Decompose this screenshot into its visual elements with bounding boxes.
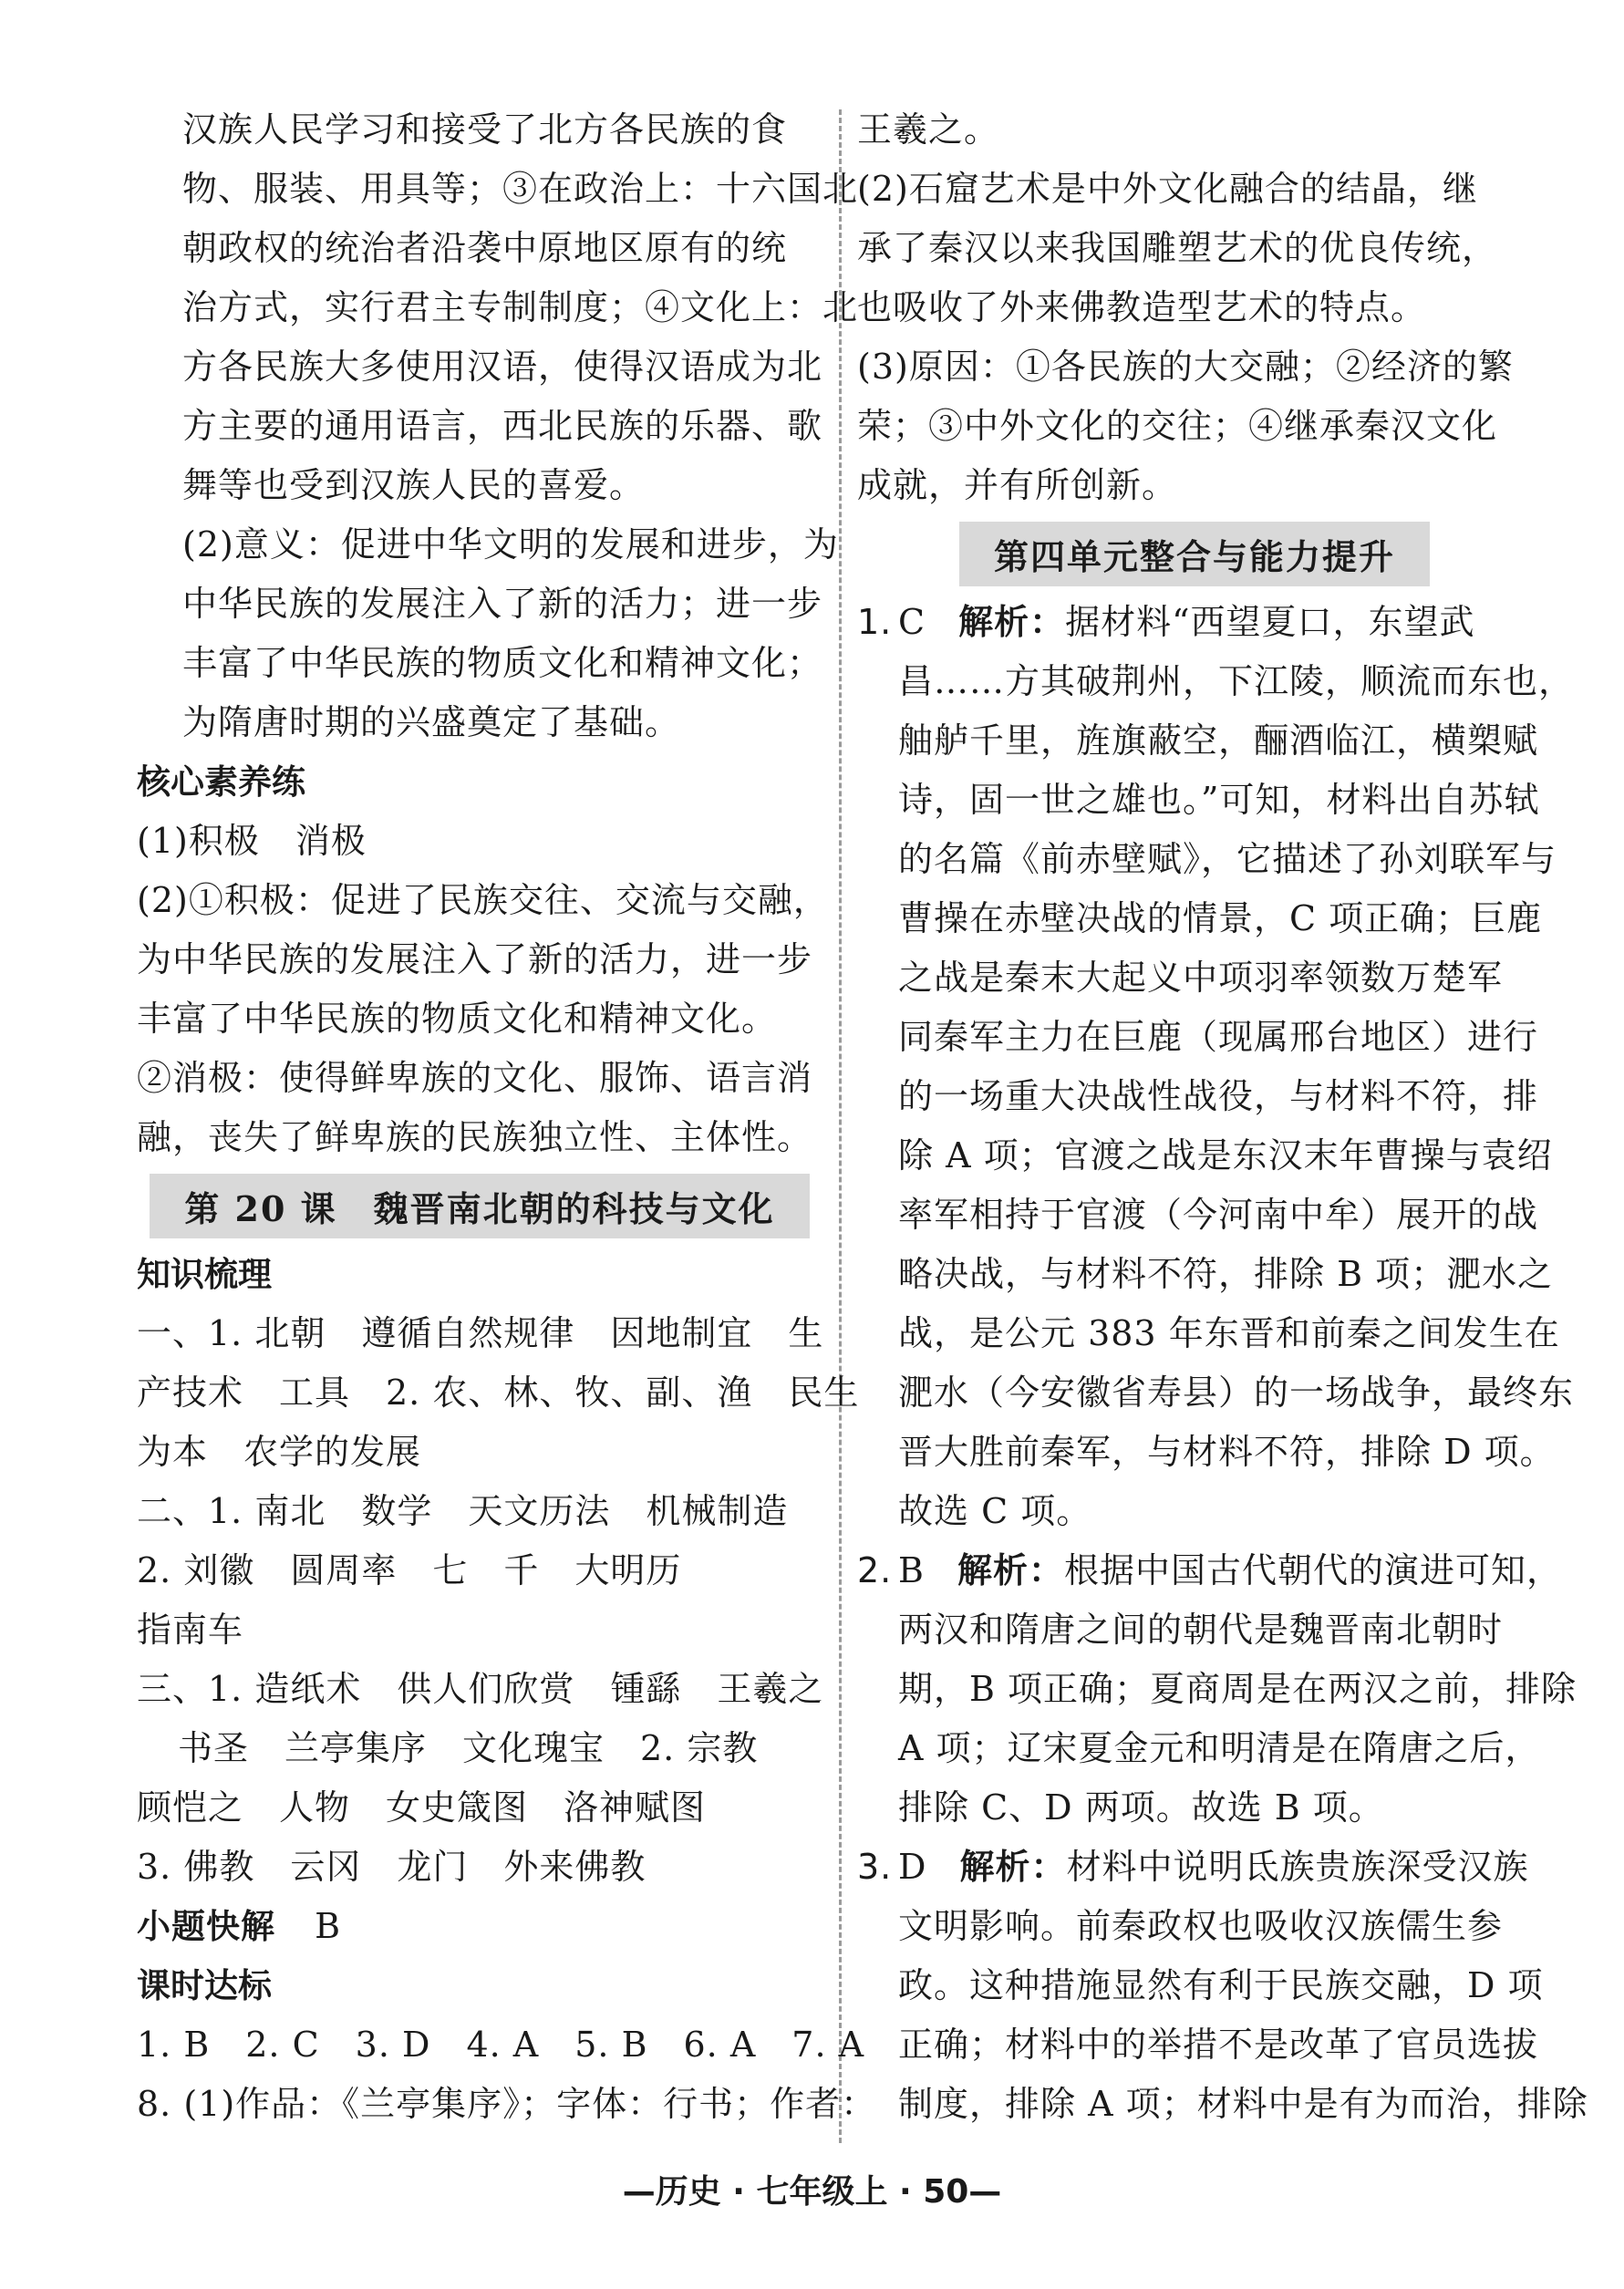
text-line: 三、1. 造纸术 供人们欣赏 锺繇 王羲之	[137, 1669, 824, 1709]
text-line: (2)①积极：促进了民族交往、交流与交融，	[137, 880, 829, 920]
text-line: 两汉和隋唐之间的朝代是魏晋南北朝时	[898, 1610, 1504, 1650]
text-line: 淝水（今安徽省寿县）的一场战争，最终东	[898, 1372, 1575, 1413]
text-line: 为本 农学的发展	[137, 1432, 422, 1472]
text-line: 为隋唐时期的兴盛奠定了基础。	[182, 702, 681, 742]
question-first-line	[857, 1541, 1562, 1600]
text-line: 3. 佛教 云冈 龙门 外来佛教	[137, 1847, 646, 1887]
text-line: 舞等也受到汉族人民的喜爱。	[182, 465, 646, 505]
page-footer: —历史 · 七年级上 · 50—	[622, 2173, 1002, 2211]
text-line: 制度，排除 A 项；材料中是有为而治，排除	[898, 2084, 1588, 2124]
question-number: 1.	[857, 602, 893, 642]
right-column	[857, 100, 1588, 2134]
text-line: 二、1. 南北 数学 天文历法 机械制造	[137, 1491, 789, 1531]
unit-title-banner	[857, 515, 1532, 593]
text-line: 战，是公元 383 年东晋和前秦之间发生在	[898, 1313, 1560, 1353]
text-line: 承了秦汉以来我国雕塑艺术的优良传统，	[857, 228, 1498, 268]
text-line: 2. 刘徽 圆周率 七 千 大明历	[137, 1550, 682, 1590]
text-line: 成就，并有所创新。	[857, 465, 1178, 505]
text-line: 中华民族的发展注入了新的活力；进一步	[182, 584, 823, 624]
text-line: 产技术 工具 2. 农、林、牧、副、渔 民生	[137, 1372, 860, 1413]
text-line: 曹操在赤壁决战的情景，C 项正确；巨鹿	[898, 898, 1543, 938]
text-line: A 项；辽宋夏金元和明清是在隋唐之后，	[898, 1728, 1541, 1768]
text-line: 王羲之。	[857, 109, 1000, 150]
column-divider	[839, 109, 842, 2143]
analysis-text: 材料中说明氐族贵族深受汉族	[1066, 1847, 1529, 1887]
paragraph-cultural-exchange	[137, 100, 859, 515]
lesson-title: 第 20 课 魏晋南北朝的科技与文化	[150, 1174, 809, 1238]
text-line: 昌……方其破荆州，下江陵，顺流而东也，	[898, 661, 1575, 701]
knowledge-review-answers	[137, 1304, 860, 1897]
text-line: 舳舻千里，旌旗蔽空，酾酒临江，横槊赋	[898, 720, 1539, 761]
class-target-answers: 1. B 2. C 3. D 4. A 5. B 6. A 7. A	[137, 2025, 865, 2065]
left-column	[137, 100, 877, 2134]
analysis-text: 据材料“西望夏口，东望武	[1065, 602, 1475, 642]
core-literacy-answers	[137, 812, 829, 1167]
text-line: 指南车	[137, 1610, 244, 1650]
text-line: 荣；③中外文化的交往；④继承秦汉文化	[857, 406, 1498, 446]
question-2	[857, 1541, 1577, 1838]
text-line: 书圣 兰亭集序 文化瑰宝 2. 宗教	[178, 1728, 759, 1768]
text-line: (2)石窟艺术是中外文化融合的结晶，继	[857, 169, 1478, 209]
text-line: 略决战，与材料不符，排除 B 项；淝水之	[898, 1254, 1554, 1294]
text-line: 率军相持于官渡（今河南中牟）展开的战	[898, 1195, 1539, 1235]
question-1	[857, 593, 1575, 1541]
text-line: 治方式，实行君主专制制度；④文化上：北	[182, 287, 859, 327]
text-line: 的名篇《前赤壁赋》，它描述了孙刘联军与	[898, 839, 1557, 879]
question-number: 2.	[857, 1550, 893, 1590]
text-line: 顾恺之 人物 女史箴图 洛神赋图	[137, 1787, 707, 1828]
lesson-title-banner	[137, 1167, 822, 1245]
text-line: 一、1. 北朝 遵循自然规律 因地制宜 生	[137, 1313, 824, 1353]
quick-solve-heading: 小题快解	[137, 1907, 275, 1946]
text-line: 故选 C 项。	[898, 1491, 1092, 1531]
analysis-label: 解析：	[957, 1550, 1064, 1590]
quick-solve-answer: B	[315, 1906, 342, 1946]
text-line: 同秦军主力在巨鹿（现属邢台地区）进行	[898, 1017, 1539, 1057]
text-line: 朝政权的统治者沿袭中原地区原有的统	[182, 228, 788, 268]
text-line: (2)意义：促进中华文明的发展和进步，为	[182, 524, 839, 564]
text-line: 为中华民族的发展注入了新的活力，进一步	[137, 939, 813, 979]
text-line: 正确；材料中的举措不是改革了官员选拔	[898, 2025, 1539, 2065]
question-first-line	[857, 1838, 1532, 1897]
text-line: ②消极：使得鲜卑族的文化、服饰、语言消	[137, 1058, 813, 1098]
knowledge-review-heading: 知识梳理	[137, 1255, 272, 1294]
text-line: 除 A 项；官渡之战是东汉末年曹操与袁绍	[898, 1135, 1553, 1176]
text-line: (3)原因：①各民族的大交融；②经济的繁	[857, 347, 1514, 387]
question-3	[857, 1838, 1588, 2134]
text-line: (1)积极 消极	[137, 821, 367, 861]
core-literacy-heading: 核心素养练	[137, 762, 305, 802]
text-line: 排除 C、D 两项。故选 B 项。	[898, 1787, 1384, 1828]
analysis-text: 根据中国古代朝代的演进可知，	[1063, 1550, 1562, 1590]
text-line: 汉族人民学习和接受了北方各民族的食	[182, 109, 788, 150]
text-line: 诗，固一世之雄也。”可知，材料出自苏轼	[898, 780, 1540, 820]
quick-solve-row	[137, 1897, 822, 1956]
text-line: 丰富了中华民族的物质文化和精神文化。	[137, 999, 778, 1039]
text-line: 融，丧失了鲜卑族的民族独立性、主体性。	[137, 1117, 813, 1157]
analysis-label: 解析：	[958, 602, 1066, 642]
text-line: 也吸收了外来佛教造型艺术的特点。	[857, 287, 1427, 327]
text-line: 之战是秦末大起义中项羽率领数万楚军	[898, 958, 1504, 998]
text-line: 方各民族大多使用汉语，使得汉语成为北	[182, 347, 823, 387]
question-answer: C	[898, 602, 926, 642]
class-target-heading: 课时达标	[137, 1966, 272, 2005]
text-line: 方主要的通用语言，西北民族的乐器、歌	[182, 406, 823, 446]
text-line: 丰富了中华民族的物质文化和精神文化；	[182, 643, 823, 683]
question-answer: B	[898, 1550, 925, 1590]
text-line: 的一场重大决战性战役，与材料不符，排	[898, 1076, 1539, 1116]
unit-title: 第四单元整合与能力提升	[959, 522, 1430, 586]
text-line: 晋大胜前秦军，与材料不符，排除 D 项。	[898, 1432, 1556, 1472]
question-number: 3.	[857, 1847, 893, 1887]
question-first-line	[857, 593, 1532, 652]
question-8-line: 8. (1)作品：《兰亭集序》；字体：行书；作者：	[137, 2084, 877, 2124]
question-8-continued	[857, 100, 1532, 515]
text-line: 物、服装、用具等；③在政治上：十六国北	[182, 169, 859, 209]
text-line: 文明影响。前秦政权也吸收汉族儒生参	[898, 1906, 1504, 1946]
paragraph-significance	[137, 515, 839, 752]
text-line: 期，B 项正确；夏商周是在两汉之前，排除	[898, 1669, 1577, 1709]
text-line: 政。这种措施显然有利于民族交融，D 项	[898, 1965, 1544, 2005]
question-answer: D	[898, 1847, 927, 1887]
analysis-label: 解析：	[959, 1847, 1067, 1887]
